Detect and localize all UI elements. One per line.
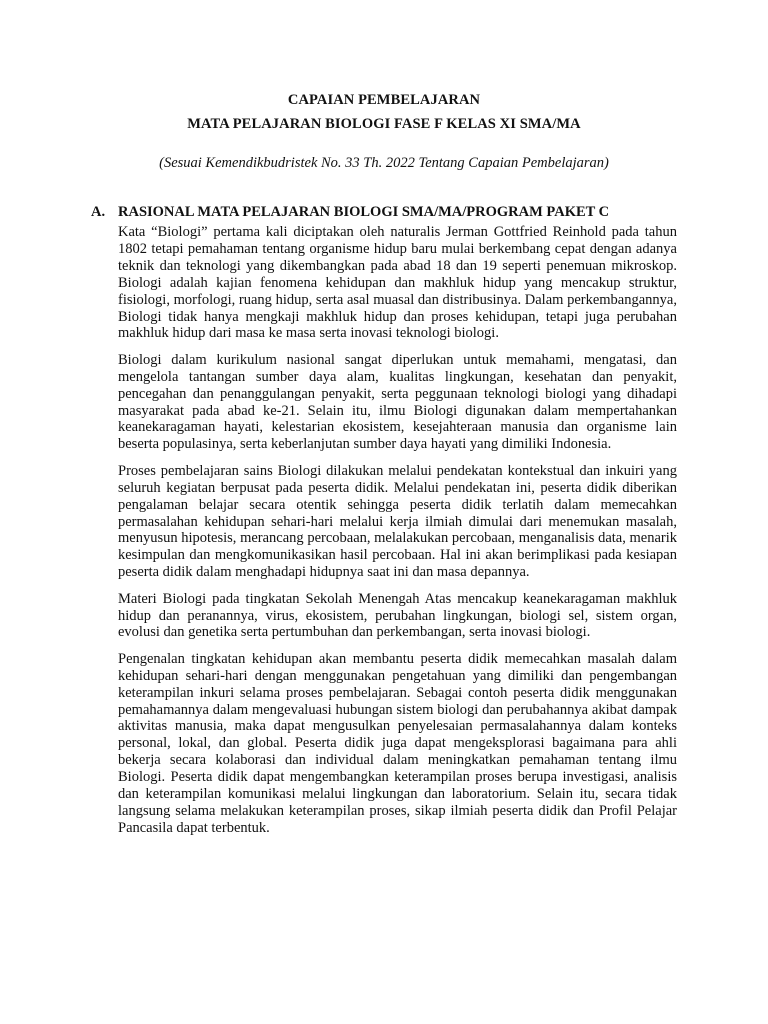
section-heading bbox=[91, 204, 711, 221]
paragraph: Proses pembelajaran sains Biologi dilakukan melalui pendekatan kontekstual dan inkuiri yang seluruh kegiatan berpusat pada peserta didik. Melalui pendekatan ini, peserta didik diberikan pengalaman belajar secara otentik sehingga peserta didik terlatih dalam memecahkan permasalahan kehidupan sehari-hari melalui kerja ilmiah dimulai dari menemukan masalah, menyusun hipotesis, merancang percobaan, melalakukan percobaan, menganalisis data, menarik kesimpulan dan mengkomunikasikan hasil percobaan. Hal ini akan berimplikasi pada kesiapan peserta didik dalam menghadapi hidupnya saat ini dan masa depannya. bbox=[118, 462, 677, 581]
paragraph: Materi Biologi pada tingkatan Sekolah Menengah Atas mencakup keanekaragaman makhluk hidup dan peranannya, virus, ekosistem, perubahan lingkungan, biologi sel, sistem organ, evolusi dan genetika serta pertumbuhan dan perkembangan, serta inovasi biologi. bbox=[118, 590, 677, 641]
section-title: RASIONAL MATA PELAJARAN BIOLOGI SMA/MA/PROGRAM PAKET C bbox=[118, 204, 610, 220]
document-subtitle: (Sesuai Kemendikbudristek No. 33 Th. 2022 Tentang Capaian Pembelajaran) bbox=[159, 155, 609, 171]
document-subject-title: MATA PELAJARAN BIOLOGI FASE F KELAS XI SMA/MA bbox=[187, 116, 581, 132]
section-number: A. bbox=[91, 204, 106, 220]
document-title: CAPAIAN PEMBELAJARAN bbox=[287, 92, 481, 108]
section-body bbox=[118, 224, 677, 846]
paragraph: Pengenalan tingkatan kehidupan akan membantu peserta didik memecahkan masalah dalam kehidupan sehari-hari dengan menggunakan pengetahuan yang dimiliki dan pengembangan keterampilan inkuri selama proses pembelajaran. Sebagai contoh peserta didik menggunakan pemahamannya dalam mengevaluasi hubungan sistem biologi dan perubahannya akibat dampak aktivitas manusia, maka dapat mengusulkan penyelesaian permasalahannya dalam konteks personal, lokal, dan global. Peserta didik juga dapat mengeksplorasi bagaimana para ahli bekerja secara kolaborasi dan individual dalam meningkatkan pemahaman tentang ilmu Biologi. Peserta didik dapat mengembangkan keterampilan proses berupa investigasi, analisis dan keterampilan komunikasi melalui lingkungan dan laboratorium. Selain itu, secara tidak langsung selama melakukan keterampilan proses, sikap ilmiah peserta didik dan Profil Pelajar Pancasila dapat terbentuk. bbox=[118, 650, 677, 836]
paragraph: Kata “Biologi” pertama kali diciptakan oleh naturalis Jerman Gottfried Reinhold pada tahun 1802 tetapi pemahaman tentang organisme hidup baru mulai berkembang cepat dengan adanya teknik dan teknologi yang dikembangkan pada abad 18 dan 19 seperti penemuan mikroskop. Biologi adalah kajian fenomena kehidupan dan makhluk hidup yang mencakup struktur, fisiologi, morfologi, ruang hidup, serta asal muasal dan distribusinya. Dalam perkembangannya, Biologi tidak hanya mengkaji makhluk hidup dan proses kehidupan, tetapi juga perubahan makhluk hidup dari masa ke masa serta inovasi teknologi biologi. bbox=[118, 224, 677, 342]
paragraph: Biologi dalam kurikulum nasional sangat diperlukan untuk memahami, mengatasi, dan mengelola tantangan sumber daya alam, kualitas lingkungan, kesehatan dan penyakit, pencegahan dan penanggulangan penyakit, serta peggunaan teknologi biologi yang dihadapi masyarakat pada abad ke-21. Selain itu, ilmu Biologi digunakan dalam mempertahankan keanekaragaman hayati, kelestarian ekosistem, kesejahteraan manusia dan organisme lain beserta populasinya, serta keberlanjutan sumber daya hayati yang dimiliki Indonesia. bbox=[118, 351, 677, 453]
